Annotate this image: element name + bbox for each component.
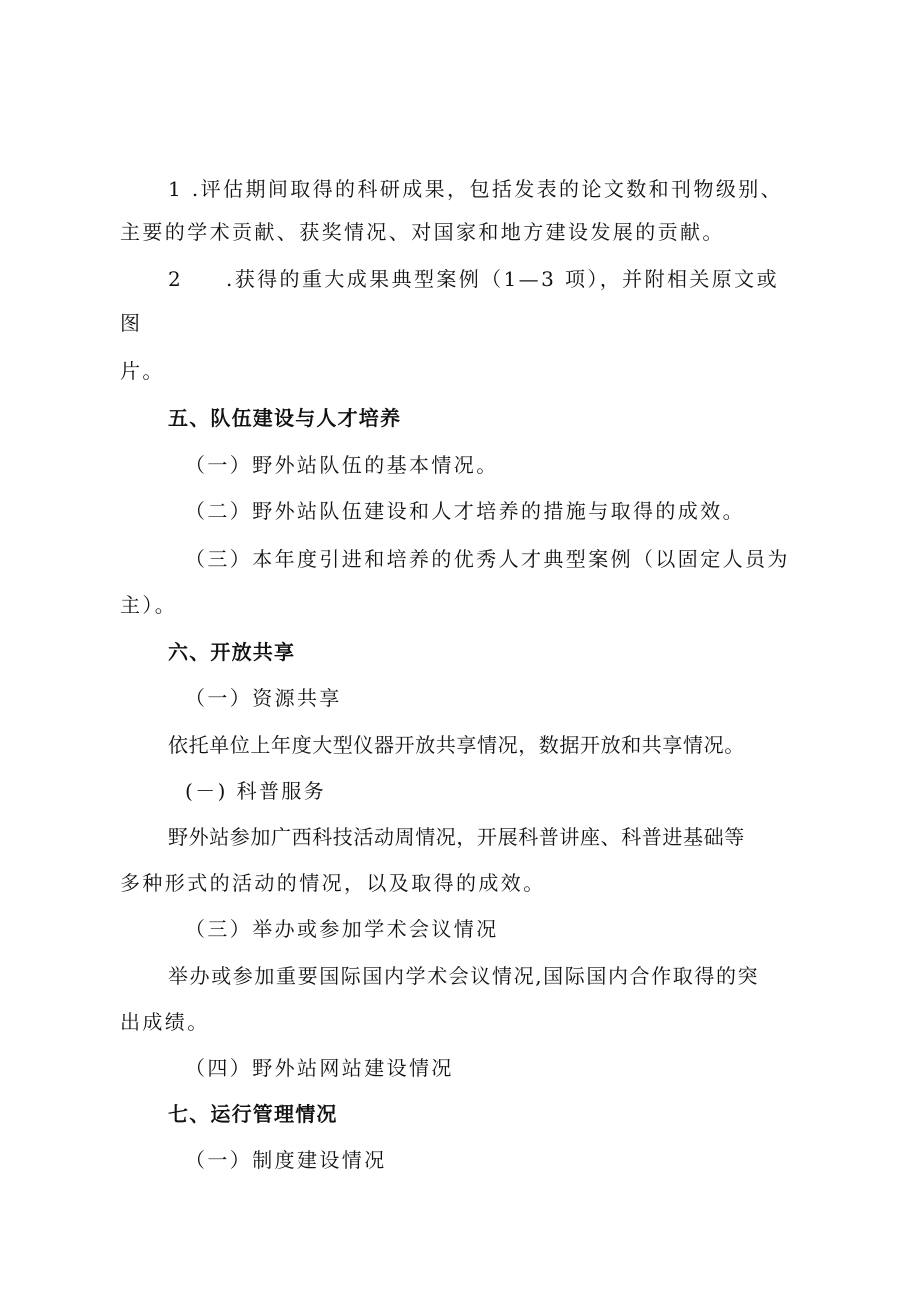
subsection-item: （四）野外站网站建设情况	[185, 1056, 454, 1080]
section-heading: 五、队伍建设与人才培养	[168, 406, 402, 430]
subsection-item: （二）野外站队伍建设和人才培养的措施与取得的成效。	[185, 499, 745, 523]
paragraph-line: 1 .评估期间取得的科研成果，包括发表的论文数和刊物级别、	[168, 177, 784, 201]
paragraph-line: 片。	[120, 359, 165, 383]
paragraph-line: 出成绩。	[120, 1010, 210, 1034]
section-heading: 六、开放共享	[168, 640, 296, 664]
subsection-item: （一）资源共享	[185, 686, 342, 710]
paragraph-line: 依托单位上年度大型仪器开放共享情况，数据开放和共享情况。	[168, 733, 745, 757]
paragraph-line: .获得的重大成果典型案例（1—3 项），并附相关原文或	[226, 267, 779, 291]
paragraph-line: 主）。	[120, 593, 178, 617]
paragraph-line: 2	[168, 267, 184, 291]
paragraph-line: 图	[120, 311, 143, 335]
subsection-item: （三）本年度引进和培养的优秀人才典型案例（以固定人员为	[185, 547, 790, 571]
subsection-item: (－) 科普服务	[185, 779, 327, 803]
subsection-item: （一）野外站队伍的基本情况。	[185, 453, 499, 477]
paragraph-line: 野外站参加广西科技活动周情况，开展科普讲座、科普进基础等	[168, 825, 745, 849]
paragraph-line: 多种形式的活动的情况，以及取得的成效。	[120, 871, 546, 895]
subsection-item: （三）举办或参加学术会议情况	[185, 917, 499, 941]
section-heading: 七、运行管理情况	[168, 1102, 338, 1126]
subsection-item: （一）制度建设情况	[185, 1148, 387, 1172]
paragraph-line: 主要的学术贡献、获奖情况、对国家和地方建设发展的贡献。	[120, 220, 725, 244]
paragraph-line: 举办或参加重要国际国内学术会议情况,国际国内合作取得的突	[168, 964, 760, 988]
